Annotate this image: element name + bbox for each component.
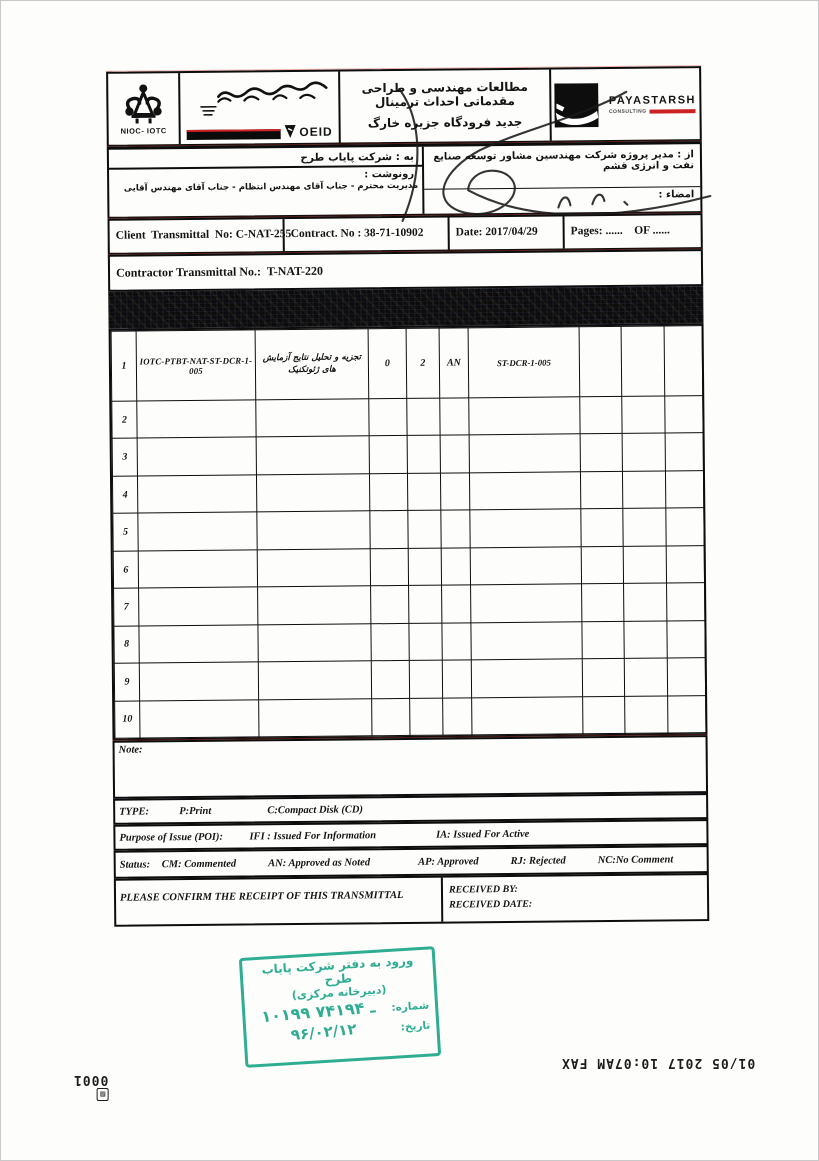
table-cell-no: 5 bbox=[113, 513, 138, 551]
table-cell-p bbox=[371, 623, 409, 661]
payastarsh-logo-icon bbox=[555, 83, 599, 127]
table-cell-c10 bbox=[665, 396, 703, 434]
from-field: از : مدیر پروژه شرکت مهندسین مشاور توسعه صنایع نفت و انرژی قشم bbox=[424, 144, 700, 190]
table-cell-no: 3 bbox=[112, 438, 137, 476]
table-cell-c9 bbox=[622, 471, 665, 509]
stamp-number-value: ۱۰۱۹۹ ـ ۷۴۱۹۴ bbox=[260, 997, 377, 1027]
address-section bbox=[107, 141, 703, 219]
table-cell-no: 8 bbox=[114, 626, 139, 664]
table-cell-c10 bbox=[665, 433, 703, 471]
oeid-logo-cell bbox=[180, 72, 341, 145]
table-cell-c9 bbox=[623, 508, 666, 546]
table-cell-doc_no bbox=[139, 587, 258, 626]
table-cell-c bbox=[407, 473, 440, 511]
form-title-cell bbox=[340, 70, 552, 143]
table-cell-ref bbox=[469, 472, 580, 511]
table-cell-description bbox=[258, 586, 371, 625]
table-cell-no: 6 bbox=[113, 551, 138, 589]
table-cell-no: 4 bbox=[112, 476, 137, 514]
table-cell-p bbox=[369, 436, 407, 474]
table-cell-c8 bbox=[580, 396, 622, 434]
status-item-nc: NC:No Comment bbox=[597, 853, 674, 866]
fax-timestamp: 01/05 2017 10:07AM FAX bbox=[561, 1055, 756, 1070]
oeid-label: OEID bbox=[299, 124, 333, 139]
table-cell-p bbox=[371, 586, 409, 624]
address-right-column bbox=[424, 144, 701, 214]
table-cell-c8 bbox=[581, 546, 623, 584]
table-cell-p bbox=[370, 511, 408, 549]
table-cell-ref bbox=[470, 509, 581, 548]
nioc-logo-cell bbox=[108, 73, 181, 145]
table-cell-c8 bbox=[582, 584, 624, 622]
table-cell-c10 bbox=[664, 326, 703, 396]
table-cell-ref bbox=[469, 434, 580, 473]
table-row bbox=[113, 545, 704, 588]
client-transmittal-row bbox=[108, 213, 703, 255]
table-cell-status bbox=[440, 435, 469, 473]
table-cell-description bbox=[258, 623, 371, 662]
table-cell-c10 bbox=[666, 545, 704, 583]
table-cell-c8 bbox=[579, 326, 622, 396]
table-row bbox=[112, 470, 703, 513]
table-cell-description bbox=[258, 661, 371, 700]
table-cell-status: AN bbox=[439, 328, 469, 398]
confirm-text: PLEASE CONFIRM THE RECEIPT OF THIS TRANSMITTAL bbox=[116, 878, 443, 925]
status-label: Status: bbox=[119, 858, 151, 871]
status-item-an: AN: Approved as Noted bbox=[268, 856, 371, 869]
table-cell-c9 bbox=[622, 396, 665, 434]
date-field: Date: 2017/04/29 bbox=[450, 216, 565, 249]
table-cell-c bbox=[409, 585, 442, 623]
table-cell-doc_no bbox=[138, 512, 257, 551]
type-label: TYPE: bbox=[119, 805, 150, 818]
note-box bbox=[113, 735, 709, 799]
table-cell-c10 bbox=[666, 508, 704, 546]
table-row bbox=[112, 433, 703, 476]
table-cell-c bbox=[408, 510, 441, 548]
payastarsh-logo-cell bbox=[551, 68, 700, 140]
table-cell-description bbox=[256, 399, 369, 438]
status-item-rj: RJ: Rejected bbox=[510, 854, 566, 867]
contractor-transmittal-no: Contractor Transmittal No.: T-NAT-220 bbox=[108, 249, 703, 292]
table-cell-doc_no bbox=[137, 475, 256, 514]
pages-field: Pages: ...... OF ...... bbox=[570, 224, 670, 238]
table-cell-p: 0 bbox=[368, 328, 407, 398]
table-cell-description bbox=[257, 549, 370, 588]
type-item-print: P:Print bbox=[179, 805, 212, 817]
table-cell-description bbox=[256, 474, 369, 513]
fax-page-number: 0001 bbox=[73, 1072, 109, 1087]
table-cell-c9 bbox=[624, 658, 667, 696]
status-item-ap: AP: Approved bbox=[418, 855, 479, 868]
stamp-date-label: تاریخ: bbox=[400, 1019, 431, 1034]
note-label: Note: bbox=[118, 744, 143, 756]
payastarsh-red-bar bbox=[650, 109, 696, 113]
table-cell-description bbox=[257, 511, 370, 550]
contract-no: Contract. No : 38-71-10902 bbox=[285, 218, 450, 252]
table-cell-c bbox=[409, 660, 442, 698]
oeid-drop-icon bbox=[283, 124, 296, 139]
table-cell-p bbox=[370, 548, 408, 586]
table-cell-doc_no bbox=[140, 699, 259, 738]
stamp-number-label: شماره: bbox=[391, 999, 430, 1014]
table-cell-c8 bbox=[582, 621, 624, 659]
status-item-cm: CM: Commented bbox=[161, 858, 237, 870]
table-header-black-bar bbox=[108, 286, 703, 329]
table-cell-c8 bbox=[580, 471, 622, 509]
table-row bbox=[114, 620, 705, 663]
table-row bbox=[113, 508, 704, 551]
fax-page-icon: ▨ bbox=[96, 1088, 108, 1101]
table-cell-c10 bbox=[667, 620, 705, 658]
table-cell-description bbox=[256, 436, 369, 475]
table-cell-status bbox=[442, 660, 471, 698]
table-cell-c10 bbox=[667, 658, 705, 696]
poi-item-ia: IA: Issued For Active bbox=[436, 828, 530, 841]
payastarsh-name: PAYASTARSH bbox=[608, 93, 697, 107]
table-cell-no: 1 bbox=[111, 331, 137, 401]
table-cell-ref bbox=[471, 584, 582, 623]
table-cell-status bbox=[440, 398, 469, 436]
table-cell-c bbox=[409, 623, 442, 661]
stamp-date-value: ۹۶/۰۲/۱۲ bbox=[290, 1019, 358, 1045]
table-cell-c bbox=[407, 398, 440, 436]
transmittal-table bbox=[109, 323, 708, 741]
table-cell-p bbox=[369, 398, 407, 436]
to-field: به : شرکت پایاب طرح bbox=[109, 147, 422, 170]
table-row bbox=[111, 326, 703, 402]
table-cell-no: 9 bbox=[114, 663, 139, 701]
table-cell-status bbox=[442, 585, 471, 623]
confirm-row bbox=[114, 873, 709, 927]
table-cell-c9 bbox=[624, 583, 667, 621]
table-cell-c10 bbox=[665, 470, 703, 508]
table-cell-c9 bbox=[622, 433, 665, 471]
fax-page-counter bbox=[73, 1057, 144, 1117]
form-title-line2: جدید فرودگاه جزیره خارگ bbox=[367, 114, 523, 131]
signature-label: امضاء : bbox=[658, 189, 695, 201]
received-date-label: RECEIVED DATE: bbox=[449, 898, 533, 911]
client-transmittal-no: Client Transmittal No: C-NAT-255 bbox=[110, 219, 285, 253]
table-cell-c bbox=[410, 698, 443, 736]
table-cell-ref bbox=[471, 621, 582, 660]
table-cell-no: 10 bbox=[115, 701, 140, 739]
stamp-line2: (دبیرخانه مرکزی) bbox=[291, 983, 387, 1002]
table-cell-c8 bbox=[581, 509, 623, 547]
table-cell-c9 bbox=[621, 326, 665, 396]
table-cell-status bbox=[440, 473, 469, 511]
table-cell-status bbox=[443, 697, 472, 735]
oeid-black-bar bbox=[187, 129, 281, 140]
table-cell-c bbox=[407, 436, 440, 474]
table-cell-p bbox=[372, 698, 410, 736]
table-cell-doc_no bbox=[137, 437, 256, 476]
table-cell-ref: ST-DCR-1-005 bbox=[468, 327, 580, 398]
table-cell-ref bbox=[469, 397, 580, 436]
table-cell-doc_no bbox=[137, 400, 256, 439]
secretariat-stamp bbox=[239, 946, 441, 1068]
table-cell-doc_no bbox=[139, 625, 258, 664]
payastarsh-subtitle: CONSULTING bbox=[608, 108, 647, 115]
table-cell-ref bbox=[471, 659, 582, 698]
table-cell-c10 bbox=[667, 583, 705, 621]
table-cell-c10 bbox=[668, 695, 706, 733]
table-row bbox=[112, 396, 703, 439]
received-by-label: RECEIVED BY: bbox=[448, 883, 518, 896]
table-cell-c8 bbox=[582, 658, 624, 696]
table-cell-status bbox=[441, 548, 470, 586]
form-title-line1: مطالعات مهندسی و طراحی مقدماتی احداث ترمینال bbox=[361, 80, 528, 110]
table-cell-c bbox=[408, 548, 441, 586]
copy-names: مدیریت محترم - جناب آقای مهندس انتظام - جناب آقای مهندس آقایی bbox=[123, 180, 419, 194]
table-cell-no: 7 bbox=[114, 588, 139, 626]
table-cell-ref bbox=[470, 547, 581, 586]
table-cell-no: 2 bbox=[112, 401, 137, 439]
table-cell-p bbox=[371, 661, 409, 699]
table-cell-status bbox=[442, 622, 471, 660]
table-row bbox=[114, 658, 705, 701]
table-row bbox=[115, 695, 706, 738]
table-cell-description bbox=[259, 698, 372, 737]
table-cell-doc_no bbox=[138, 550, 257, 589]
type-item-cd: C:Compact Disk (CD) bbox=[267, 803, 364, 816]
table-cell-status bbox=[441, 510, 470, 548]
address-left-column bbox=[109, 147, 425, 217]
table-cell-c9 bbox=[623, 546, 666, 584]
table-cell-p bbox=[369, 473, 407, 511]
header-row bbox=[106, 66, 702, 147]
table-cell-c8 bbox=[583, 696, 625, 734]
table-row bbox=[114, 583, 705, 626]
stamp-line1: ورود به دفتر شرکت پایاب طرح bbox=[261, 953, 414, 987]
table-cell-ref bbox=[472, 696, 583, 735]
poi-item-ifi: IFI : Issued For Information bbox=[249, 829, 377, 842]
transmittal-table-body bbox=[111, 326, 706, 739]
oeid-calligraphy-icon bbox=[186, 76, 332, 117]
received-box bbox=[443, 875, 707, 922]
oeid-bar-row bbox=[187, 123, 333, 140]
table-cell-doc_no: IOTC-PTBT-NAT-ST-DCR-1-005 bbox=[136, 330, 256, 401]
table-cell-doc_no bbox=[139, 662, 258, 701]
nioc-caption: NIOC- IOTC bbox=[120, 126, 167, 136]
table-cell-description: تجزیه و تحلیل نتایج آزمایش های ژئوتکنیک bbox=[255, 329, 369, 400]
table-cell-c9 bbox=[625, 695, 668, 733]
table-cell-c8 bbox=[580, 434, 622, 472]
table-cell-c: 2 bbox=[406, 328, 440, 398]
poi-label: Purpose of Issue (POI): bbox=[119, 831, 224, 844]
table-cell-c9 bbox=[624, 621, 667, 659]
nioc-emblem-icon bbox=[123, 82, 163, 124]
copy-label: رونوشت : bbox=[364, 168, 415, 181]
